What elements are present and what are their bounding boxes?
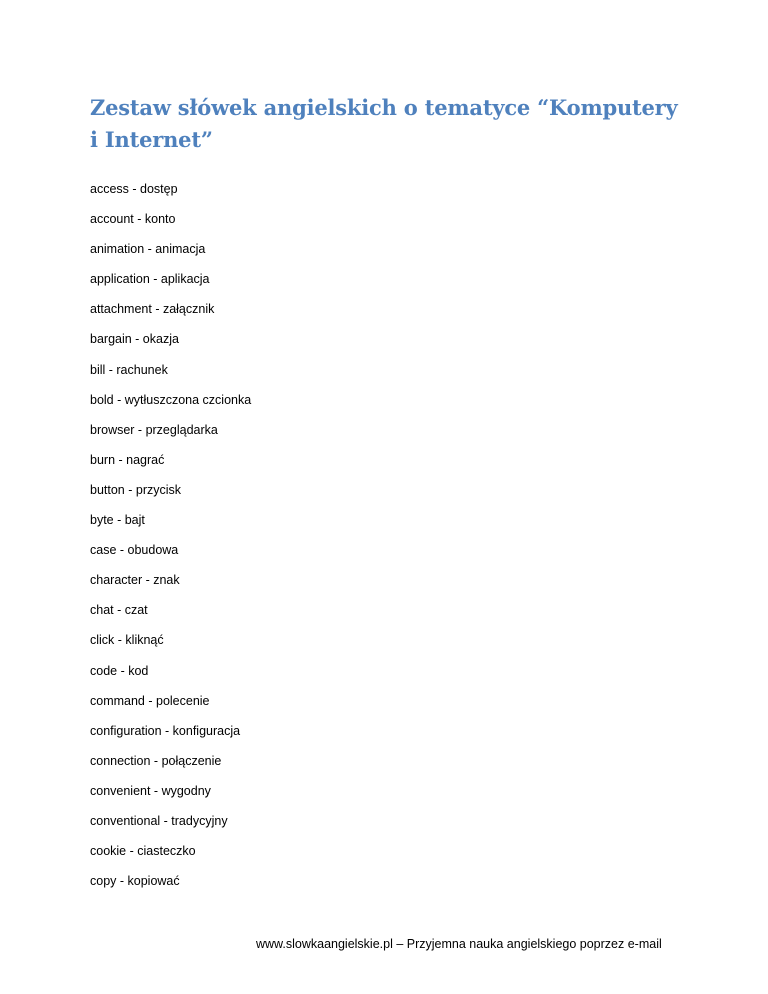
vocabulary-item: chat - czat <box>90 603 148 618</box>
vocabulary-item: copy - kopiować <box>90 874 180 889</box>
vocabulary-item: access - dostęp <box>90 182 178 196</box>
vocabulary-item: browser - przeglądarka <box>90 422 218 437</box>
vocabulary-item: command - polecenie <box>90 693 210 708</box>
vocabulary-list <box>90 180 251 902</box>
vocabulary-item: account - konto <box>90 212 176 227</box>
vocabulary-item: button - przycisk <box>90 482 182 497</box>
vocabulary-item: bill - rachunek <box>90 362 168 377</box>
vocabulary-item: cookie - ciasteczko <box>90 844 196 859</box>
vocabulary-item: application - aplikacja <box>90 272 210 287</box>
vocabulary-item: attachment - załącznik <box>90 302 215 317</box>
vocabulary-item: click - kliknąć <box>90 633 164 648</box>
vocabulary-item: burn - nagrać <box>90 452 165 467</box>
vocabulary-item: bold - wytłuszczona czcionka <box>90 392 252 407</box>
vocabulary-item: animation - animacja <box>90 242 206 257</box>
vocabulary-item: conventional - tradycyjny <box>90 813 228 828</box>
page-title: Zestaw słówek angielskich o tematyce “Komputery i Internet” <box>90 95 678 152</box>
page-footer: www.slowkaangielskie.pl – Przyjemna nauka angielskiego poprzez e-mail <box>256 937 662 951</box>
vocabulary-item: case - obudowa <box>90 543 179 558</box>
vocabulary-item: connection - połączenie <box>90 753 222 768</box>
vocabulary-item: bargain - okazja <box>90 332 179 347</box>
vocabulary-item: byte - bajt <box>90 513 145 528</box>
vocabulary-item: character - znak <box>90 573 180 588</box>
vocabulary-item: code - kod <box>90 663 149 678</box>
vocabulary-item: convenient - wygodny <box>90 783 211 798</box>
vocabulary-item: configuration - konfiguracja <box>90 723 241 738</box>
